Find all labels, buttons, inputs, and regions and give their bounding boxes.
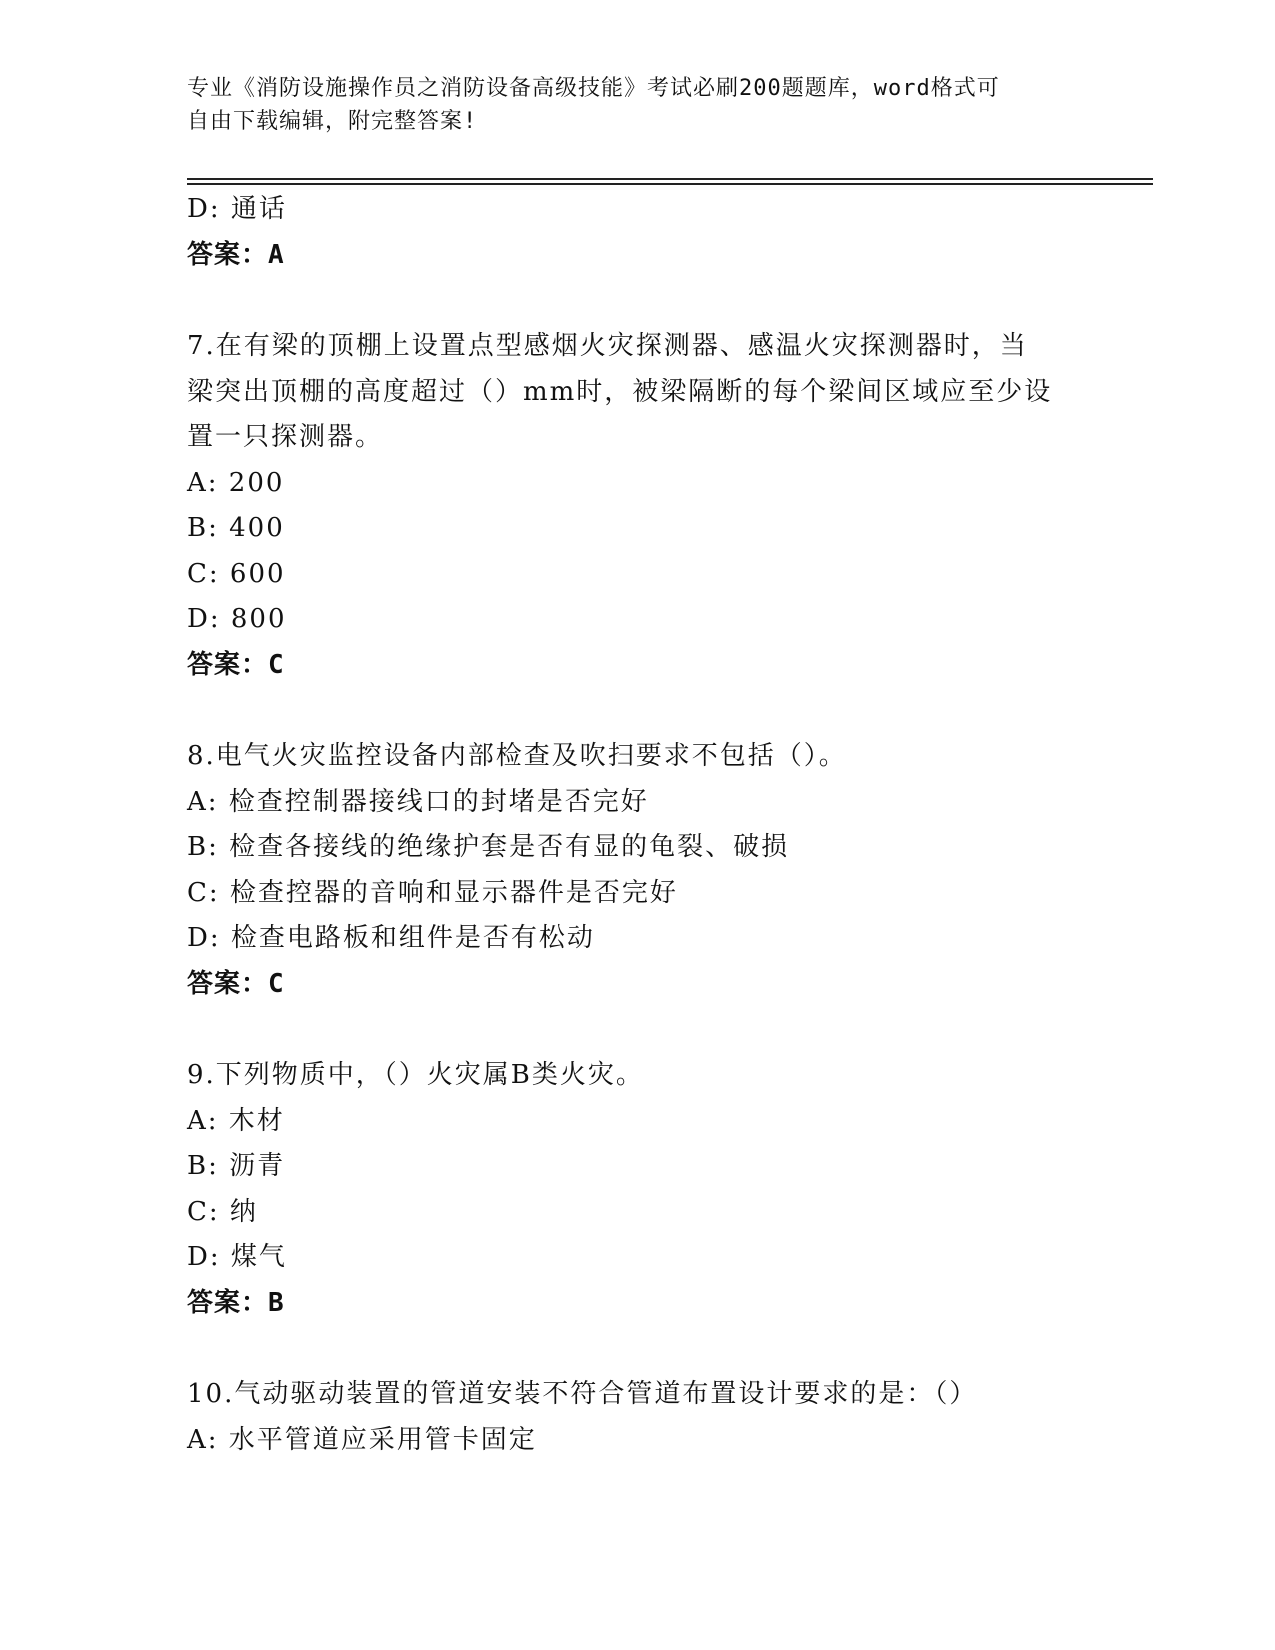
question-9 [187, 1053, 1147, 1326]
question-stem: 9.下列物质中，（）火灾属B类火灾。 [187, 1060, 644, 1090]
header-title-line-2: 自由下载编辑，附完整答案! [187, 109, 478, 134]
question-stem: 梁突出顶棚的高度超过（）mm时，被梁隔断的每个梁间区域应至少设 [187, 376, 1053, 407]
header-title-line-1: 专业《消防设施操作员之消防设备高级技能》考试必刷200题题库，word格式可 [187, 76, 1000, 101]
question-stem: 10.气动驱动装置的管道安装不符合管道布置设计要求的是：（） [187, 1379, 978, 1409]
question-stem: 7.在有梁的顶棚上设置点型感烟火灾探测器、感温火灾探测器时，当 [187, 331, 1028, 361]
option-a: A: 木材 [187, 1105, 285, 1136]
question-stem: 置一只探测器。 [187, 422, 384, 452]
option-d: D: 煤气 [187, 1242, 287, 1272]
answer-line: 答案：B [187, 1287, 285, 1318]
option-d: D: 检查电路板和组件是否有松动 [187, 923, 595, 953]
option-a: A: 检查控制器接线口的封堵是否完好 [187, 786, 649, 817]
option-c: C: 检查控器的音响和显示器件是否完好 [187, 877, 678, 908]
question-10 [187, 1372, 1147, 1463]
answer-line: 答案：C [187, 968, 285, 999]
option-d: D: 通话 [187, 194, 287, 224]
page-header [187, 72, 1087, 138]
spacer [187, 278, 1147, 324]
option-d: D: 800 [187, 604, 287, 634]
spacer [187, 1007, 1147, 1053]
option-a: A: 200 [187, 467, 285, 498]
question-content [187, 187, 1147, 1463]
option-a: A: 水平管道应采用管卡固定 [187, 1424, 537, 1455]
question-7 [187, 324, 1147, 688]
spacer [187, 1326, 1147, 1372]
answer-line: 答案：C [187, 649, 285, 680]
answer-line: 答案：A [187, 239, 285, 270]
question-8 [187, 734, 1147, 1007]
option-b: B: 沥青 [187, 1151, 286, 1181]
option-b: B: 检查各接线的绝缘护套是否有显的龟裂、破损 [187, 832, 790, 862]
header-rule-top [187, 178, 1153, 180]
option-c: C: 600 [187, 558, 286, 589]
option-b: B: 400 [187, 513, 285, 543]
spacer [187, 688, 1147, 734]
option-c: C: 纳 [187, 1196, 258, 1227]
header-rule-bottom [187, 183, 1153, 185]
question-stem: 8.电气火灾监控设备内部检查及吹扫要求不包括（）。 [187, 741, 847, 771]
